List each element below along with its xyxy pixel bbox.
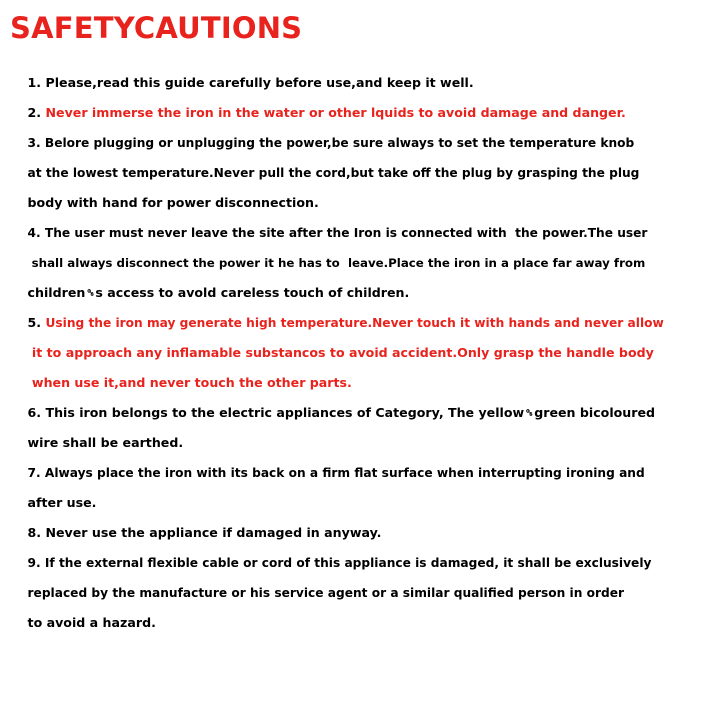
- caution-item-5-line-3: [10, 350, 352, 390]
- caution-item-1-line-1: [10, 50, 474, 90]
- item-number: 5.: [27, 315, 46, 330]
- line-text: 6. This iron belongs to the electric appliances of Category, The yellow␝green bicoloured: [27, 405, 656, 420]
- line-text: to avoid a hazard.: [27, 615, 156, 630]
- page-title: SAFETYCAUTIONS: [10, 11, 303, 45]
- caution-item-6-line-2: [10, 410, 184, 450]
- caution-item-5-line-2: [10, 320, 654, 360]
- line-text: shall always disconnect the power it he has to leave.Place the iron in a place far away from: [27, 256, 646, 270]
- line-text: at the lowest temperature.Never pull the cord,but take off the plug by grasping the plug: [27, 166, 640, 180]
- line-text: 3. Belore plugging or unplugging the power,be sure always to set the temperature knob: [27, 136, 635, 150]
- caution-item-7-line-1: [10, 440, 645, 480]
- line-text: children␝s access to avold careless touch of children.: [27, 285, 410, 300]
- caution-item-6-line-1: [10, 380, 656, 420]
- caution-item-9-line-3: [10, 590, 156, 630]
- caution-item-3-line-3: [10, 170, 319, 210]
- caution-item-8-line-1: [10, 500, 382, 540]
- warning-text: when use it,and never touch the other parts.: [27, 375, 352, 390]
- caution-item-4-line-3: [10, 260, 410, 300]
- caution-item-3-line-2: [10, 140, 640, 180]
- line-text: after use.: [27, 495, 97, 510]
- line-text: wire shall be earthed.: [27, 435, 184, 450]
- caution-item-4-line-2: [10, 230, 646, 270]
- caution-item-3-line-1: [10, 110, 635, 150]
- warning-text: Never immerse the iron in the water or other lquids to avoid damage and danger.: [45, 105, 626, 120]
- line-text: 8. Never use the appliance if damaged in anyway.: [27, 525, 382, 540]
- caution-item-2-line-1: [10, 80, 626, 120]
- caution-item-9-line-2: [10, 560, 625, 600]
- line-text: 7. Always place the iron with its back on a firm flat surface when interrupting ironing and: [27, 466, 645, 480]
- item-number: 2.: [27, 105, 46, 120]
- line-text: 4. The user must never leave the site after the Iron is connected with the power.The user: [27, 226, 648, 240]
- caution-item-9-line-1: [10, 530, 652, 570]
- caution-item-7-line-2: [10, 470, 97, 510]
- line-text: replaced by the manufacture or his service agent or a similar qualified person in order: [27, 586, 625, 600]
- line-text: 9. If the external flexible cable or cord of this appliance is damaged, it shall be exclusively: [27, 556, 652, 570]
- line-text: 1. Please,read this guide carefully before use,and keep it well.: [27, 75, 474, 90]
- line-text: body with hand for power disconnection.: [27, 195, 319, 210]
- caution-item-4-line-1: [10, 200, 648, 240]
- warning-text: Using the iron may generate high temperature.Never touch it with hands and never allow: [45, 316, 664, 330]
- warning-text: it to approach any inflamable substancos to avoid accident.Only grasp the handle body: [27, 345, 654, 360]
- caution-item-5-line-1: [10, 290, 664, 330]
